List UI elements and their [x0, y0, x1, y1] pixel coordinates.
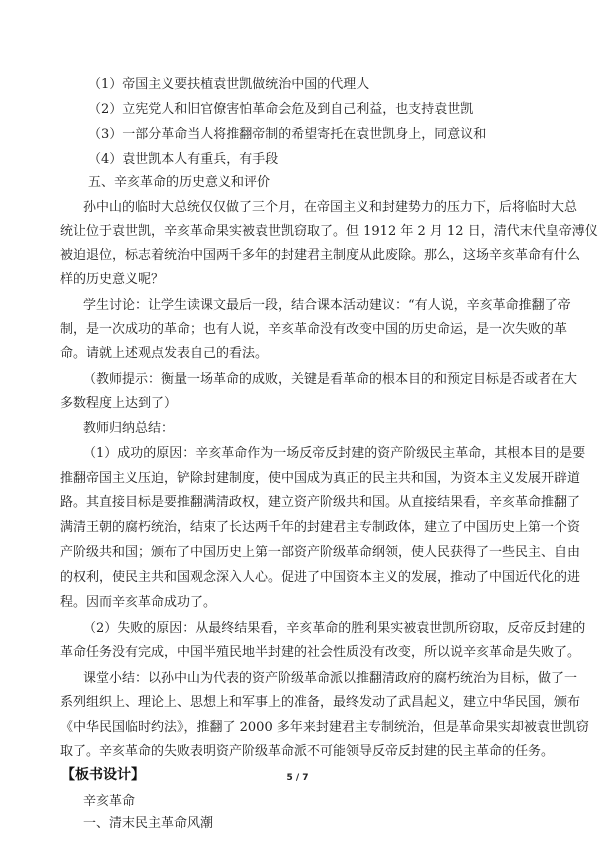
text-line: 的权利，使民主共和国观念深入人心。促进了中国资本主义的发展，推动了中国近代化的进	[60, 570, 581, 585]
board-design-heading: 【板书设计】	[61, 767, 145, 783]
text-line: 路。其直接目标是要推翻满清政权，建立资产阶级共和国。从直接结果看，辛亥革命推翻了	[60, 495, 581, 510]
text-line: 取了。辛亥革命的失败表明资产阶级革命派不可能领导反帝反封建的民主革命的任务。	[60, 744, 555, 759]
text-line: （2）失败的原因：从最终结果看，辛亥革命的胜利果实被袁世凯所窃取，反帝反封建的	[83, 621, 586, 636]
section-title: 五、辛亥革命的历史意义和评价	[88, 175, 271, 190]
text-line: 命。请就上述观点发表自己的看法。	[60, 346, 269, 361]
text-line: 程。因而辛亥革命成功了。	[60, 595, 217, 610]
text-line: （1）帝国主义要扶植袁世凯做统治中国的代理人	[88, 77, 370, 92]
text-line: 一、清末民主革命风潮	[83, 816, 214, 831]
text-line: （1）成功的原因：辛亥革命作为一场反帝反封建的资产阶级民主革命，其根本目的是要	[83, 446, 586, 461]
text-line: 多数程度上达到了）	[60, 396, 178, 411]
text-line: 样的历史意义呢？	[60, 272, 165, 287]
text-line: 满清王朝的腐朽统治，结束了长达两千年的封建君主专制政体，建立了中国历史上第一个资	[60, 520, 581, 535]
text-line: （4）袁世凯本人有重兵，有手段	[88, 152, 279, 167]
text-line: 制，是一次成功的革命；也有人说，辛亥革命没有改变中国的历史命运，是一次失败的革	[60, 322, 568, 337]
text-line: 系列组织上、理论上、思想上和军事上的准备，最终发动了武昌起义，建立中华民国，颁布	[60, 695, 581, 710]
text-line: 孙中山的临时大总统仅仅做了三个月，在帝国主义和封建势力的压力下，后将临时大总	[83, 200, 578, 215]
text-line: 辛亥革命	[83, 794, 136, 809]
text-line: 统让位于袁世凯，辛亥革命果实被袁世凯窃取了。但 1912 年 2 月 12 日，清代末代皇帝溥仪	[60, 224, 598, 239]
text-line: 学生讨论：让学生读课文最后一段，结合课本活动建议：“有人说，辛亥革命推翻了帝	[83, 298, 571, 313]
text-line: （教师提示：衡量一场革命的成败，关键是看革命的根本目的和预定目标是否或者在大	[83, 372, 578, 387]
text-line: 课堂小结：以孙中山为代表的资产阶级革命派以推翻清政府的腐朽统治为目标，做了一	[83, 671, 578, 686]
text-line: （2）立宪党人和旧官僚害怕革命会危及到自己利益，也支持袁世凯	[88, 102, 474, 117]
text-line: 《中华民国临时约法》，推翻了 2000 多年来封建君主专制统治，但是革命果实却被袁世凯窃	[60, 720, 589, 735]
text-line: 教师归纳总结：	[83, 421, 175, 436]
text-line: 革命任务没有完成，中国半殖民地半封建的社会性质没有改变，所以说辛亥革命是失败了。	[60, 645, 581, 660]
text-line: 产阶级共和国；颁布了中国历史上第一部资产阶级革命纲领，使人民获得了一些民主、自由	[60, 545, 581, 560]
text-line: （3）一部分革命当人将推翻帝制的希望寄托在袁世凯身上，同意议和	[88, 127, 487, 142]
text-line: 推翻帝国主义压迫，铲除封建制度，使中国成为真正的民主共和国，为资本主义发展开辟道	[60, 471, 581, 486]
text-line: 被迫退位，标志着统治中国两千多年的封建君主制度从此废除。那么，这场辛亥革命有什么	[60, 248, 581, 263]
page-number: 5 / 7	[286, 773, 309, 783]
